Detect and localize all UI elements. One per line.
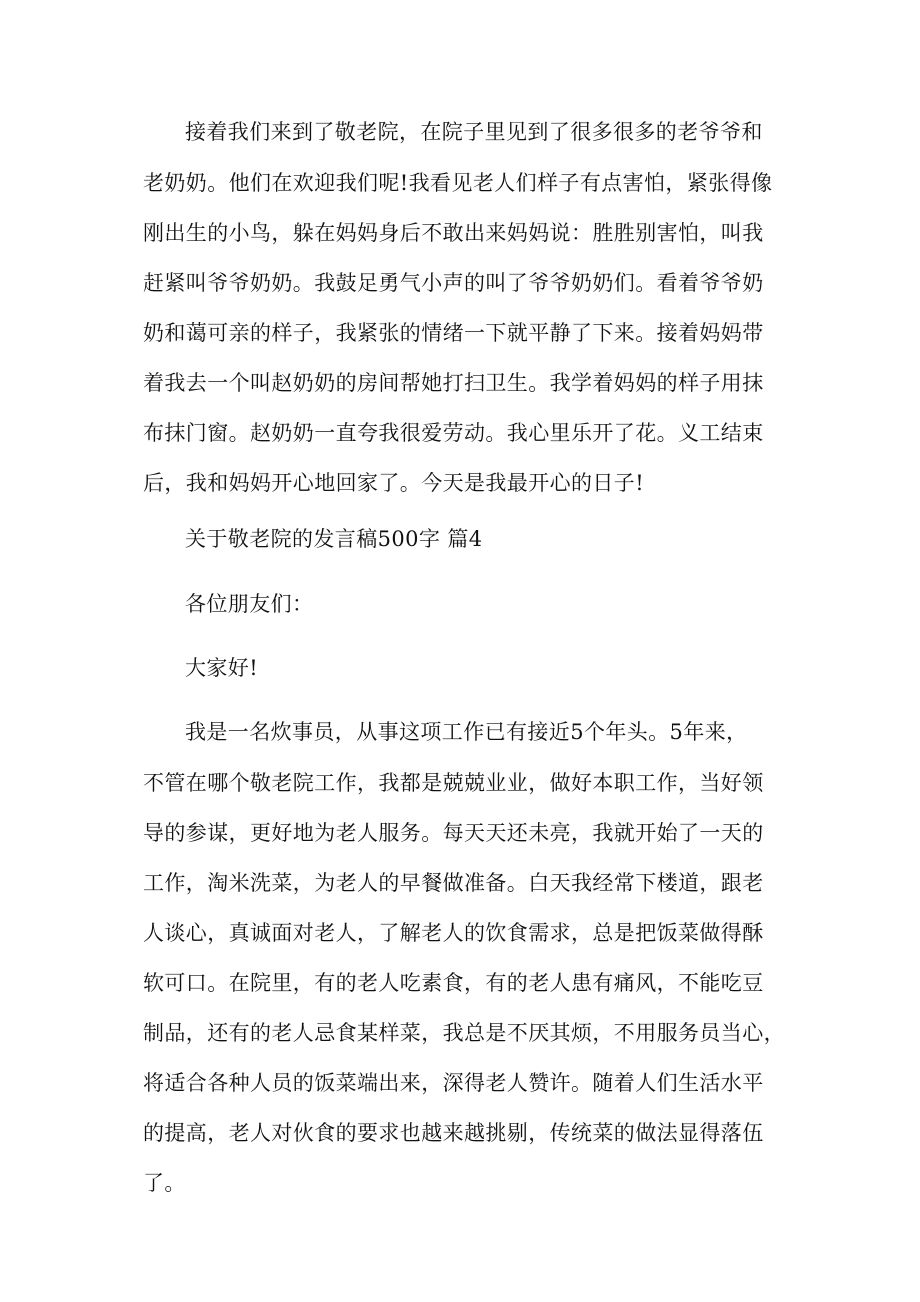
paragraph-1-line-6: 着我去一个叫赵奶奶的房间帮她打扫卫生。我学着妈妈的样子用抹	[143, 371, 764, 395]
paragraph-2-line-2: 不管在哪个敬老院工作，我都是兢兢业业，做好本职工作，当好领	[143, 771, 764, 795]
paragraph-2-line-4: 工作，淘米洗菜，为老人的早餐做准备。白天我经常下楼道，跟老	[143, 871, 764, 895]
paragraph-1-line-4: 赶紧叫爷爷奶奶。我鼓足勇气小声的叫了爷爷奶奶们。看着爷爷奶	[143, 271, 764, 295]
paragraph-1-line-5: 奶和蔼可亲的样子，我紧张的情绪一下就平静了下来。接着妈妈带	[143, 321, 764, 345]
greeting: 大家好!	[185, 656, 259, 680]
paragraph-2-line-5: 人谈心，真诚面对老人，了解老人的饮食需求，总是把饭菜做得酥	[143, 921, 764, 945]
paragraph-2-line-9: 的提高，老人对伙食的要求也越来越挑剔，传统菜的做法显得落伍	[143, 1121, 764, 1145]
paragraph-1-line-2: 老奶奶。他们在欢迎我们呢!我看见老人们样子有点害怕，紧张得像	[143, 171, 773, 195]
paragraph-2-line-10: 了。	[143, 1171, 186, 1195]
paragraph-2-line-7: 制品，还有的老人忌食某样菜，我总是不厌其烦，不用服务员当心，	[143, 1021, 785, 1045]
paragraph-1-line-1: 接着我们来到了敬老院，在院子里见到了很多很多的老爷爷和	[185, 120, 763, 144]
section-heading: 关于敬老院的发言稿500字 篇4	[185, 527, 483, 551]
paragraph-2-line-8: 将适合各种人员的饭菜端出来，深得老人赞许。随着人们生活水平	[143, 1071, 764, 1095]
paragraph-2-line-3: 导的参谋，更好地为老人服务。每天天还未亮，我就开始了一天的	[143, 821, 764, 845]
paragraph-1-line-7: 布抹门窗。赵奶奶一直夸我很爱劳动。我心里乐开了花。义工结束	[143, 421, 764, 445]
paragraph-2-line-1: 我是一名炊事员，从事这项工作已有接近5个年头。5年来，	[185, 720, 748, 744]
paragraph-1-line-3: 刚出生的小鸟，躲在妈妈身后不敢出来妈妈说：胜胜别害怕，叫我	[143, 221, 764, 245]
paragraph-2-line-6: 软可口。在院里，有的老人吃素食，有的老人患有痛风，不能吃豆	[143, 971, 764, 995]
salutation: 各位朋友们：	[185, 592, 314, 616]
paragraph-1-line-8: 后，我和妈妈开心地回家了。今天是我最开心的日子!	[143, 471, 645, 495]
